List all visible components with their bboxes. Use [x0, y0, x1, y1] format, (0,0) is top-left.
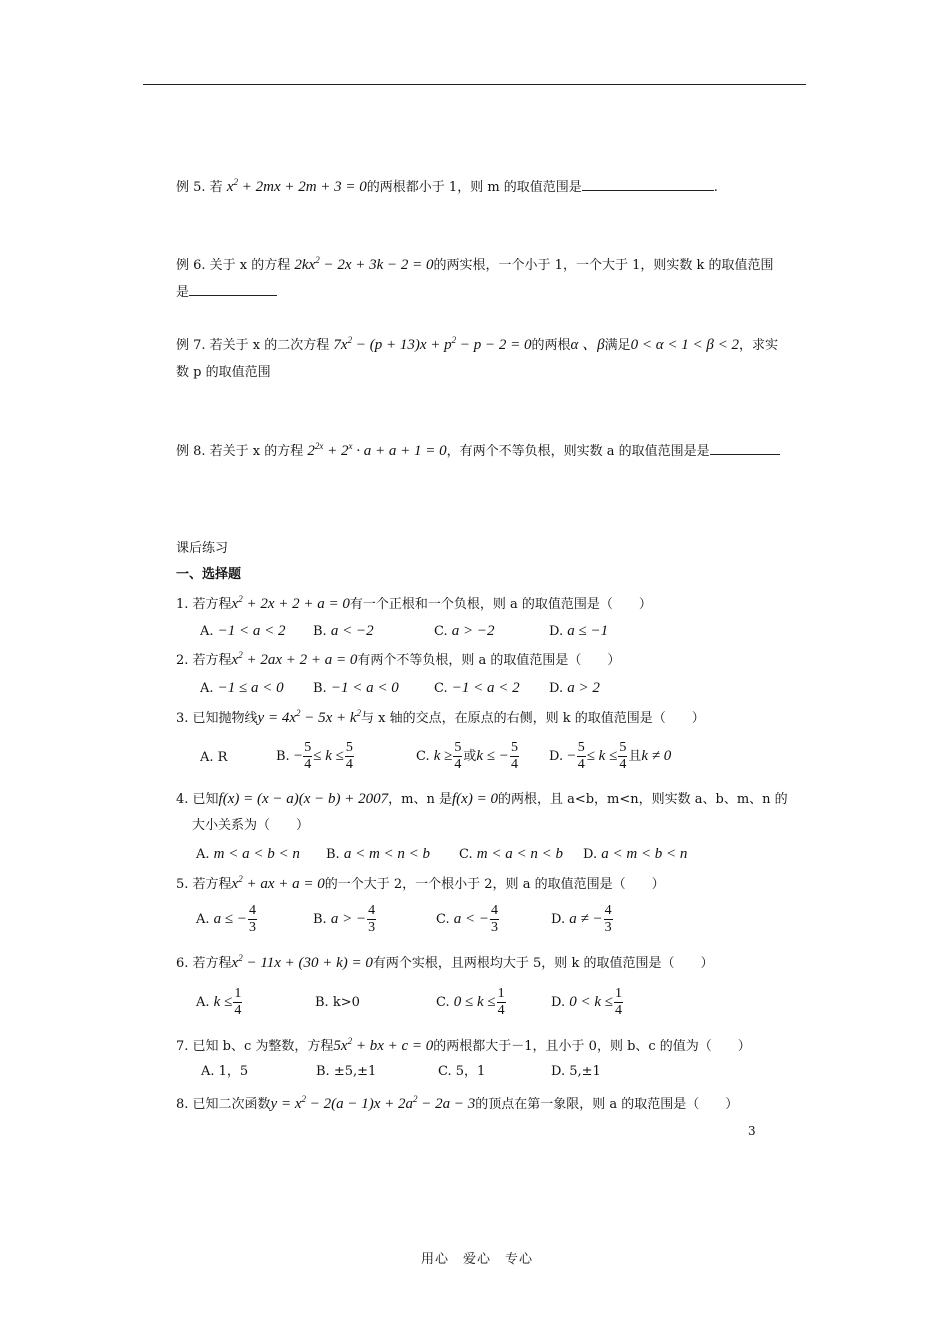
q4-option-d: D. a < m < b < n: [583, 846, 688, 862]
q5-text: 的一个大于 2，一个根小于 2，则 a 的取值范围是（ ）: [324, 877, 665, 892]
q6-text: 有两个实根，且两根均大于 5，则 k 的取值范围是（ ）: [372, 956, 714, 971]
q2-option-d: D. a > 2: [549, 680, 600, 696]
question-4-line2: 大小关系为（ ）: [192, 818, 310, 833]
q4-option-a: A. m < a < b < n: [196, 846, 300, 862]
ex7-roots: α 、β: [570, 337, 605, 353]
example-6: [176, 256, 774, 275]
ex8-equation: $2^{2x} + 2^x \cdot a + a + 1 = 0$: [307, 441, 447, 459]
section-title: 课后练习: [176, 541, 229, 556]
question-7: [176, 1037, 751, 1056]
ex7-text: 的两根: [531, 338, 571, 353]
q6-option-d: D. 0 < k ≤ $\frac{1}{4}$: [551, 986, 622, 1018]
q8-text: 的顶点在第一象限，则 a 的取范围是（ ）: [475, 1097, 739, 1112]
header-rule: [143, 84, 806, 85]
example-5: [176, 178, 718, 197]
q2-option-c: C. −1 < a < 2: [434, 680, 520, 696]
example-6-line2: [176, 283, 277, 302]
q7-equation: $5x^2$ + bx + c = 0: [333, 1036, 434, 1054]
answer-blank: [189, 283, 277, 296]
q4-option-b: B. a < m < n < b: [326, 846, 431, 862]
q8-pre: 8. 已知二次函数: [176, 1097, 271, 1112]
q6-option-c: C. 0 ≤ k ≤ $\frac{1}{4}$: [436, 986, 505, 1018]
q2-pre: 2. 若方程: [176, 653, 232, 668]
q7-pre: 7. 已知 b、c 为整数，方程: [176, 1039, 334, 1054]
q5-option-b: B. a > − $\frac{4}{3}$: [313, 903, 376, 935]
q1-equation: $x^2 + 2x + 2 + a = 0$: [231, 594, 350, 612]
q2-option-a: A. −1 ≤ a < 0: [200, 680, 284, 696]
ex8-text: ，有两个不等负根，则实数 a 的取值范围是是: [446, 444, 710, 459]
section-subtitle: 一、选择题: [176, 567, 242, 582]
ex5-equation: $x^2 + 2mx + 2m + 3 = 0$: [226, 177, 367, 195]
q7-option-b: B. ±5,±1: [316, 1064, 377, 1079]
q1-option-c: C. a > −2: [434, 623, 495, 639]
example-7: [176, 336, 778, 355]
ex6-text: 的两实根，一个小于 1，一个大于 1，则实数 k 的取值范围: [433, 258, 774, 273]
question-5: [176, 875, 665, 894]
ex7-text3: ，求实: [738, 338, 778, 353]
q5-option-d: D. a ≠ − $\frac{4}{3}$: [551, 903, 612, 935]
q3-option-a: A. R: [200, 750, 228, 765]
q3-option-c: C. k ≥ $\frac{5}{4}$ 或k ≤ − $\frac{5}{4}$: [416, 740, 518, 772]
q6-option-b: B. k>0: [315, 995, 360, 1010]
q4-function: f(x) = (x − a)(x − b) + 2007: [218, 791, 389, 807]
page-footer: 用心 爱心 专心: [421, 1252, 534, 1267]
q1-text: 有一个正根和一个负根，则 a 的取值范围是（ ）: [349, 597, 652, 612]
q3-pre: 3. 已知抛物线: [176, 711, 258, 726]
page-number: 3: [748, 1124, 756, 1138]
question-6: [176, 954, 713, 973]
q5-equation: $x^2$ + ax + a = 0: [231, 874, 325, 892]
ex5-label: 例 5. 若: [176, 180, 223, 195]
question-8: [176, 1095, 738, 1114]
q4-equation: f(x) = 0: [452, 791, 498, 807]
ex6-label: 例 6. 关于 x 的方程: [176, 258, 291, 273]
q3-option-b: B. − $\frac{5}{4}$ ≤ k ≤ $\frac{5}{4}$: [276, 740, 353, 772]
q3-equation: $y = 4x^2 - 5x + k^2$: [257, 708, 362, 726]
q6-option-a: A. k ≤ $\frac{1}{4}$: [196, 986, 242, 1018]
question-3: [176, 709, 705, 728]
ex6-equation: $2kx^2 - 2x + 3k - 2 = 0$: [294, 255, 434, 273]
example-8: [176, 442, 780, 461]
ex8-label: 例 8. 若关于 x 的方程: [176, 444, 304, 459]
q7-option-d: D. 5,±1: [551, 1064, 601, 1079]
q1-option-a: A. −1 < a < 2: [200, 623, 286, 639]
ex7-equation: $7x^2 - (p + 13)x + p^2 - p - 2 = 0$: [333, 335, 532, 353]
ex5-text: 的两根都小于 1，则 m 的取值范围是: [366, 180, 582, 195]
q3-text: 与 x 轴的交点，在原点的右侧，则 k 的取值范围是（ ）: [361, 711, 705, 726]
question-1: [176, 595, 652, 614]
ex7-condition: 0 < α < 1 < β < 2: [630, 337, 739, 353]
answer-blank: [710, 442, 780, 455]
ex6-line2: 是: [176, 285, 190, 300]
q2-text: 有两个不等负根，则 a 的取值范围是（ ）: [357, 653, 621, 668]
q6-equation: $x^2 - 11x + (30 + k) = 0$: [231, 953, 373, 971]
q2-option-b: B. −1 < a < 0: [313, 680, 399, 696]
q1-option-d: D. a ≤ −1: [549, 623, 609, 639]
q5-pre: 5. 若方程: [176, 877, 232, 892]
ex7-text2: 满足: [604, 338, 631, 353]
q4-pre: 4. 已知: [176, 792, 219, 807]
q2-equation: $x^2 + 2ax + 2 + a = 0$: [231, 650, 358, 668]
q6-pre: 6. 若方程: [176, 956, 232, 971]
question-4: [176, 790, 788, 809]
example-7-line2: [176, 364, 271, 382]
q1-option-b: B. a < −2: [313, 623, 374, 639]
q4-option-c: C. m < a < n < b: [459, 846, 563, 862]
question-2: [176, 651, 620, 670]
q3-option-d: D. − $\frac{5}{4}$ ≤ k ≤ $\frac{5}{4}$ 且k ≠ 0: [549, 740, 672, 772]
q5-option-c: C. a < − $\frac{4}{3}$: [436, 903, 499, 935]
ex7-line2: 数 p 的取值范围: [176, 365, 271, 380]
ex5-end: .: [713, 180, 718, 195]
q4-text2: 的两根，且 a<b，m<n，则实数 a、b、m、n 的: [497, 792, 788, 807]
q7-option-a: A. 1，5: [201, 1064, 249, 1079]
answer-blank: [582, 178, 714, 191]
q8-function: $y = x^2 - 2(a - 1)x + 2a^2 - 2a - 3$: [270, 1094, 476, 1112]
q5-option-a: A. a ≤ − $\frac{4}{3}$: [196, 903, 257, 935]
q1-pre: 1. 若方程: [176, 597, 232, 612]
q7-text: 的两根都大于－1，且小于 0，则 b、c 的值为（ ）: [433, 1039, 751, 1054]
ex7-label: 例 7. 若关于 x 的二次方程: [176, 338, 330, 353]
q7-option-c: C. 5，1: [438, 1064, 486, 1079]
q4-text: ，m、n 是: [388, 792, 452, 807]
